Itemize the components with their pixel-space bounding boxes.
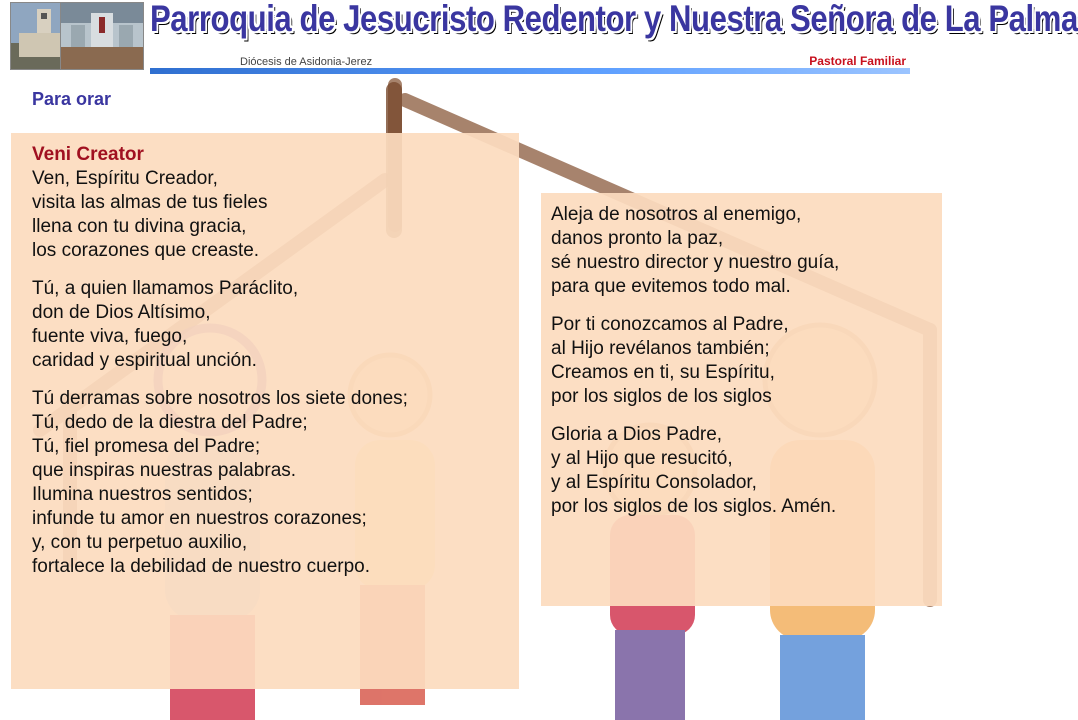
prayer-line: Por ti conozcamos al Padre, — [551, 314, 789, 335]
prayer-line: y al Espíritu Consolador, — [551, 472, 757, 493]
prayer-line: que inspiras nuestras palabras. — [32, 460, 297, 481]
section-title: Para orar — [32, 89, 112, 109]
prayer-line: al Hijo revélanos también; — [551, 338, 770, 359]
prayer-line: Gloria a Dios Padre, — [551, 424, 723, 445]
prayer-box-left — [11, 133, 519, 689]
prayer-box-right — [541, 193, 942, 606]
prayer-line: los corazones que creaste. — [32, 240, 260, 261]
prayer-line: para que evitemos todo mal. — [551, 276, 791, 297]
figure-legs-4 — [780, 635, 865, 720]
prayer-line: fuente viva, fuego, — [32, 326, 188, 347]
prayer-line: por los siglos de los siglos. Amén. — [551, 496, 837, 517]
prayer-line: Creamos en ti, su Espíritu, — [551, 362, 775, 383]
prayer-line: Ilumina nuestros sentidos; — [32, 484, 253, 505]
prayer-line: por los siglos de los siglos — [551, 386, 772, 407]
prayer-line: llena con tu divina gracia, — [32, 216, 247, 237]
page-title: Parroquia de Jesucristo Redentor y Nuestra Señora de La Palma — [150, 0, 1078, 39]
prayer-line: caridad y espiritual unción. — [32, 350, 257, 371]
prayer-line: visita las almas de tus fieles — [32, 192, 268, 213]
stanza — [32, 167, 519, 263]
stanza — [32, 387, 519, 579]
stanza — [551, 203, 942, 299]
prayer-line: Tú, a quien llamamos Paráclito, — [32, 278, 299, 299]
prayer-line: Tú derramas sobre nosotros los siete dones; — [32, 388, 408, 409]
church-interior-photo — [60, 2, 144, 70]
prayer-line: sé nuestro director y nuestro guía, — [551, 252, 840, 273]
prayer-line: Ven, Espíritu Creador, — [32, 168, 218, 189]
prayer-line: infunde tu amor en nuestros corazones; — [32, 508, 367, 529]
prayer-heading: Veni Creator — [32, 144, 144, 165]
diocese-label: Diócesis de Asidonia-Jerez — [240, 56, 373, 68]
header-divider — [150, 68, 910, 74]
stanza — [551, 313, 942, 409]
stanza — [551, 423, 942, 519]
figure-legs-3 — [615, 630, 685, 720]
prayer-line: y al Hijo que resucitó, — [551, 448, 733, 469]
prayer-line: don de Dios Altísimo, — [32, 302, 211, 323]
prayer-line: fortalece la debilidad de nuestro cuerpo. — [32, 556, 371, 577]
pastoral-label: Pastoral Familiar — [809, 54, 906, 68]
prayer-line: Aleja de nosotros al enemigo, — [551, 204, 802, 225]
stanza — [32, 277, 519, 373]
prayer-line: Tú, dedo de la diestra del Padre; — [32, 412, 308, 433]
prayer-line: danos pronto la paz, — [551, 228, 724, 249]
prayer-line: Tú, fiel promesa del Padre; — [32, 436, 261, 457]
prayer-line: y, con tu perpetuo auxilio, — [32, 532, 248, 553]
